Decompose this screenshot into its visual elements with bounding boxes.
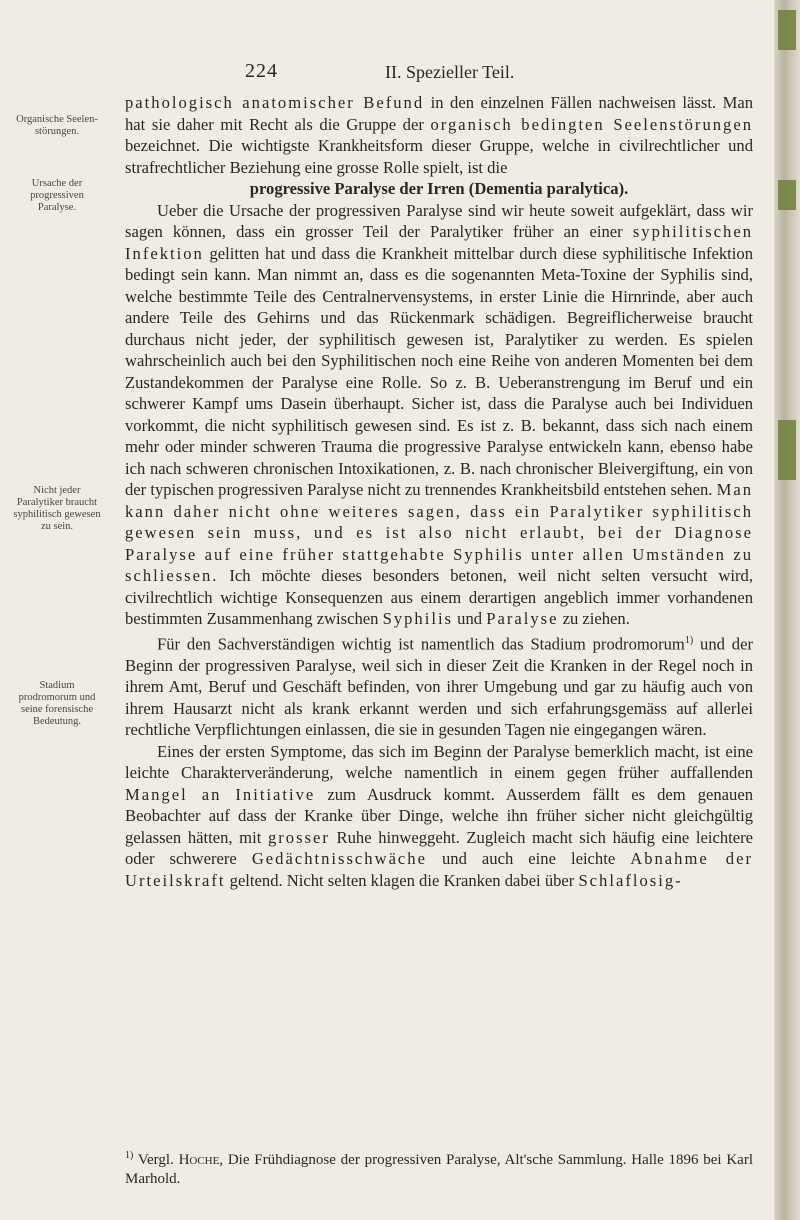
spaced-emphasis: Mangel an Initiative [125,784,316,804]
text-run: und [453,609,487,628]
sidenote-stadium: Stadium prodromorum und seine forensische Bedeutung. [18,680,96,727]
heading-text: progressive Paralyse der Irren (Dementia paralytica). [249,179,629,198]
page-edge-binding [774,0,800,1220]
spaced-emphasis: Syphilis [382,609,454,628]
spaced-emphasis: Paralyse [486,609,559,628]
spaced-emphasis: organisch bedingten Seelenstörungen [430,114,753,134]
footnote-text: , Die Frühdiagnose der progressiven Paralyse, Alt'sche Sammlung. Halle 1896 bei Karl Marhold. [125,1152,754,1187]
running-head: II. Spezieller Teil. [385,62,515,82]
text-run: Ruhe hinweggeht. Zugleich macht sich häufig eine leichtere oder schwerere [125,827,753,869]
text-run: zum Ausdruck kommt. Ausserdem fällt es dem genauen Beobachter auf dass der Kranke über Dinge, welche ihn früher sicher nicht gleichgültig gelassen hätten, mit [125,784,753,847]
text-run: bezeichnet. Die wichtigste Krankheitsform dieser Gruppe, welche in civilrechtlicher und strafrechtlicher Beziehung eine grosse Rolle spielt, ist die [125,136,753,177]
text-run: Eines der ersten Symptome, das sich im Beginn der Paralyse bemerklich macht, ist eine leichte Charakterveränderung, welche namentlich in einem gegen früher auffallenden [125,741,753,783]
spaced-emphasis: Man kann daher nicht ohne weiteres sagen, dass ein Paralytiker syphilitisch gewesen sein muss, und es ist also nicht erlaubt, bei der Diagnose Paralyse auf eine früher stattgehabte Syphilis unter allen Umständen zu schliessen. [125,480,753,585]
text-run: und der Beginn der progressiven Paralyse, weil sich in dieser Zeit die Kranken in der Regel noch in ihrem Amt, Beruf und Geschäft befinden, von ihrer Umgebung und gar zu häufig auch von ihrem Hausarzt nicht als krank erkannt werden und sich erfahrungsgemäss auf allerlei rechtliche Verpflichtungen einlassen, die sie in gesunden Tagen nie eingegangen wären. [125,634,753,740]
footnote-text: Vergl. [133,1152,179,1168]
binding-strip [778,180,796,210]
spaced-emphasis: Gedächtnisschwäche [251,849,427,869]
text-run: Ich möchte dieses besonders betonen, weil nicht selten versucht wird, civilrechtlich wichtige Konsequenzen aus einem derartigen angeblich immer vorhandenen bestimmten Zusammenhang zwischen [125,566,753,628]
paragraph [125,92,753,178]
page-number: 224 [245,60,278,82]
text-run: Ueber die Ursache der progressiven Paralyse sind wir heute soweit aufgeklärt, dass wir sagen können, dass ein grosser Teil der Paralytiker früher an einer [125,200,753,241]
body-text [125,92,753,891]
spaced-emphasis: Schlaflosig- [578,870,683,890]
page-header [245,60,705,84]
sidenote-organische: Organische Seelen-störungen. [16,114,98,137]
sidenote-ursache: Ursache der progressiven Paralyse. [30,178,84,213]
binding-strip [778,420,796,480]
spaced-emphasis: Abnahme der Urteilskraft [125,849,753,890]
text-run: gelitten hat und dass die Krankheit mittelbar durch diese syphilitische Infektion bedingt sein kann. Man nimmt an, dass es die sogenannten Meta-Toxine der Syphilis sind, welche bestimmte Teile des Centralnervensystems, in erster Linie die Hirnrinde, aber auch andere Teile des Gehirns und das Rückenmark schädigen. Begreiflicherweise braucht durchaus nicht jeder, der syphilitisch gewesen ist, Paralytiker zu werden. Es spielen wahrscheinlich auch bei den Syphilitischen noch eine Reihe von anderen Momenten bei dem Zustandekommen der Paralyse eine Rolle. So z. B. Ueberanstrengung im Beruf und ein schwerer Kampf ums Dasein überhaupt. Sicher ist, dass die Paralyse auch bei Individuen vorkommt, die nicht syphilitisch gewesen sind. Es ist z. B. bekannt, dass sich nach einem mehr oder minder schweren Trauma die progressive Paralyse entwickeln kann, ebenso habe ich nach schweren chronischen Intoxikationen, z. B. nach chronischer Bleivergiftung, ein von der typischen progressiven Paralyse nicht zu trennendes Krankheitsbild entstehen sehen. [125,243,753,499]
text-run: Für den Sachverständigen wichtig ist namentlich das Stadium prodromorum [157,634,685,654]
footnote-marker: 1) [125,1150,134,1161]
text-run: und auch eine leichte [426,849,631,869]
paragraph [125,741,753,892]
spaced-emphasis: grosser [267,827,330,847]
spaced-emphasis: pathologisch anatomischer Befund [125,93,425,112]
sidenote-nicht-jeder: Nicht jeder Paralytiker braucht syphilitisch gewesen zu sein. [13,485,101,532]
paragraph [125,200,753,630]
binding-strip [778,10,796,50]
text-run: in den einzelnen Fällen nachweisen lässt. Man hat sie daher mit Recht als die Gruppe der [125,93,754,134]
section-heading [125,178,753,200]
spaced-emphasis: syphilitischen Infektion [125,222,753,263]
footnote-author: Hoche [178,1152,220,1168]
text-run: geltend. Nicht selten klagen die Kranken dabei über [225,870,579,890]
text-run: zu ziehen. [558,609,630,628]
footnote-ref[interactable]: 1) [684,634,694,646]
footnote [125,1146,753,1189]
paragraph [125,630,753,741]
